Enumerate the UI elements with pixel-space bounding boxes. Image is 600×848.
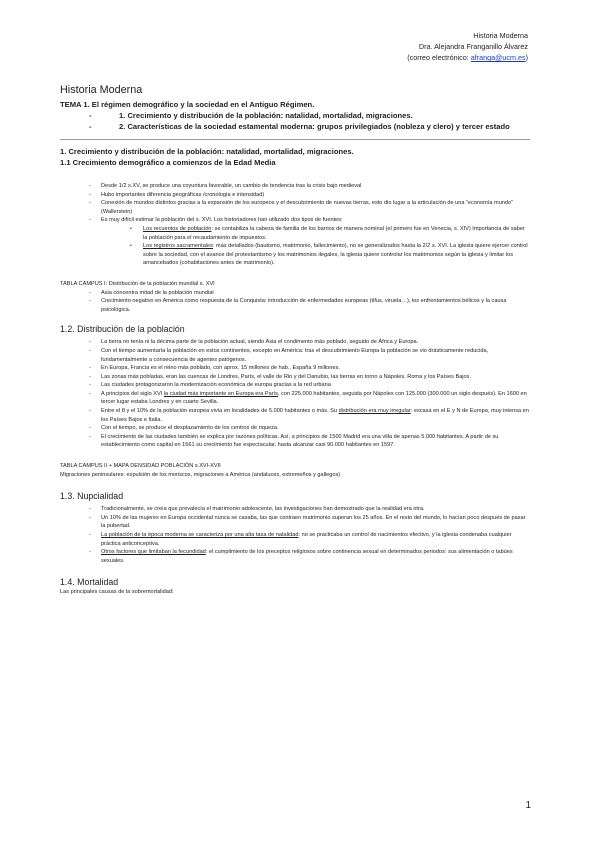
list-item: - Es muy difícil estimar la población del s. XVI. Los historiadores han utilizado dos tipos de fuentes: (89, 217, 343, 224)
subsection-heading: 1.2. Distribución de la población (60, 324, 185, 335)
tema-heading: TEMA 1. El régimen demográfico y la sociedad en el Antiguo Régimen. (60, 100, 315, 109)
list-item: - La población de la época moderna se caracteriza por una alta tasa de natalidad: no se practicaba un control de nacimientos efectivo, y la iglesia condenaba cualquier práctica anticonceptiva. (89, 532, 512, 547)
list-item: - La tierra no tenía ni la décima parte de la población actual, siendo Asia el condimento más poblado, seguido de África y Europa. (89, 339, 419, 346)
paragraph: Las principales causas de la sobremortalidad: (60, 589, 174, 596)
list-item: - Hubo importantes diferencia geográficas /cronología e intensidad) (89, 191, 265, 198)
list-item: - Crecimiento negativo en América como respuesta de la Conquista: introducción de enfermedades europeas (tifus, viruela…), los enfrentamientos bélicos y la causa psicológica. (89, 298, 507, 313)
page-number: 1 (525, 800, 531, 811)
paragraph: Migraciones peninsulares: expulsión de los moriscos, migraciones a América (andaluces, extremeños y gallegos) (60, 471, 341, 478)
author-header (407, 30, 528, 63)
sub-list-item: • Los registros sacramentales: más detallados (bautismo, matrimonio, fallecimiento), no se generalizados hasta la 2/2 s. XVI. La iglesia quiere ejercer control sobre la sociedad, con el avance del protestantismo y los matrimonios ilegales, la iglesia quiere controlar los matrimonios según la iglesia y limitar los amancebados (cohabitaciones antes de matrimonio). (130, 243, 528, 267)
header-course: Historia Moderna (473, 31, 528, 40)
email-link[interactable]: afranga@ucm.es (470, 53, 526, 62)
list-item: - Entre el 8 y el 10% de la población europea vivía en localidades de 5.000 habitantes o más. Su distribución era muy irregular: escasa en el E y N de Europa, muy intensa en los Países Bajos e Italia. (89, 408, 529, 423)
list-item: - El crecimiento de las ciudades también se explica por razones políticas. Así, a principios de 1500 Madrid era una villa de apenas 5.000 habitantes. A partir de su establecimiento como capital en 1561 su crecimiento fue espectacular, hasta alcanzar casi 90.000 habitantes en 1597. (89, 433, 499, 449)
subsection-heading: 1.4. Mortalidad (60, 577, 119, 588)
page-title: Historia Moderna (60, 84, 143, 96)
tema-item: - 1. Crecimiento y distribución de la población: natalidad, mortalidad, migraciones. (89, 111, 413, 120)
list-item: - Asia concentra mitad de la población mundial (89, 289, 214, 296)
subsection-heading: 1.3. Nupcialidad (60, 491, 124, 502)
list-item: - Tradicionalmente, se creía que prevalecía el matrimonio adolescente, las investigaciones han demostrado que la realidad era otra. (89, 506, 425, 513)
sub-list-item: • Los recuentos de población: se contabiliza la cabeza de familia de los barrios de manera nominal (el primero fue en Venecia, s. XIV) Importancia de saber la población para el recaudamiento de impuestos. (130, 225, 525, 241)
list-item: - Las ciudades protagonizaron la modernización económica de europa gracias a la red urbana (89, 382, 331, 389)
list-item: - A principios del siglo XVI la ciudad más importante en Europa era París, con 225.000 habitantes, seguida por Nápoles con 125.000 (300.000 un siglo después). En 1600 en tercer lugar estaba Londres y en cuarto Sevilla. (89, 390, 527, 406)
list-item: - Desde 1/2 s.XV, se produce una coyuntura favorable, un cambio de tendencia tras la crisis bajo medieval (89, 183, 362, 189)
divider (60, 139, 530, 140)
tema-item: - 2. Características de la sociedad estamental moderna: grupos privilegiados (nobleza y clero) y tercer estado (89, 122, 510, 131)
header-contact: (correo electrónico: afranga@ucm.es) (407, 53, 528, 62)
list-item: - Conexión de mundos distintos gracias a la expansión de los europeos y el descubrimiento de nuevas tierras, esto dio lugar a la articulación de una “economía mundo” (Wallerstein) (89, 200, 514, 215)
list-item: - Con el tiempo, se produce el desplazamiento de los centros de riqueza. (89, 425, 279, 432)
header-author: Dra. Alejandra Franganillo Álvarez (418, 42, 528, 51)
subsection-heading: 1.1 Crecimiento demográfico a comienzos de la Edad Media (60, 158, 276, 167)
main-content (60, 84, 530, 597)
table-reference: TABLA CAMPUS I: Distribución de la población mundial s. XVI (60, 280, 215, 287)
list-item: - Un 10% de las mujeres en Europa occidental nunca se casaba, las que contraen matrimonio superan los 25 años. En el resto del mundo, lo hacían poco después de pasar la pubertad. (89, 514, 526, 530)
list-item: - Las zonas más pobladas, eran las cuencas de Londres, París, el valle de Rin y del Danubio, las tierras en torno a Nápoles, Roma y los Países Bajos. (89, 373, 472, 380)
section-heading: 1. Crecimiento y distribución de la población: natalidad, mortalidad, migraciones. (60, 147, 354, 156)
table-reference: TABLA CAMPUS II + MAPA DENSIDAD POBLACIÓN s.XVI-XVII (60, 463, 221, 470)
list-item: - En Europa, Francia es el reino más poblado, con aprox. 15 millones de hab., España 9 millones. (89, 365, 340, 372)
list-item: - Con el tiempo aumentaría la población en estos continentes, excepto en América: tras el descubrimiento Europa la población se vio drásticamente reducida, fundamentalmente a consecuencia de agentes patógenos. (89, 347, 489, 363)
list-item: - Otros factores que limitaban la fecundidad: el cumplimiento de los preceptos religiosos sobre continencia sexual en determinados periodos: sus alimentación o tabúes sexuales. (89, 549, 513, 564)
